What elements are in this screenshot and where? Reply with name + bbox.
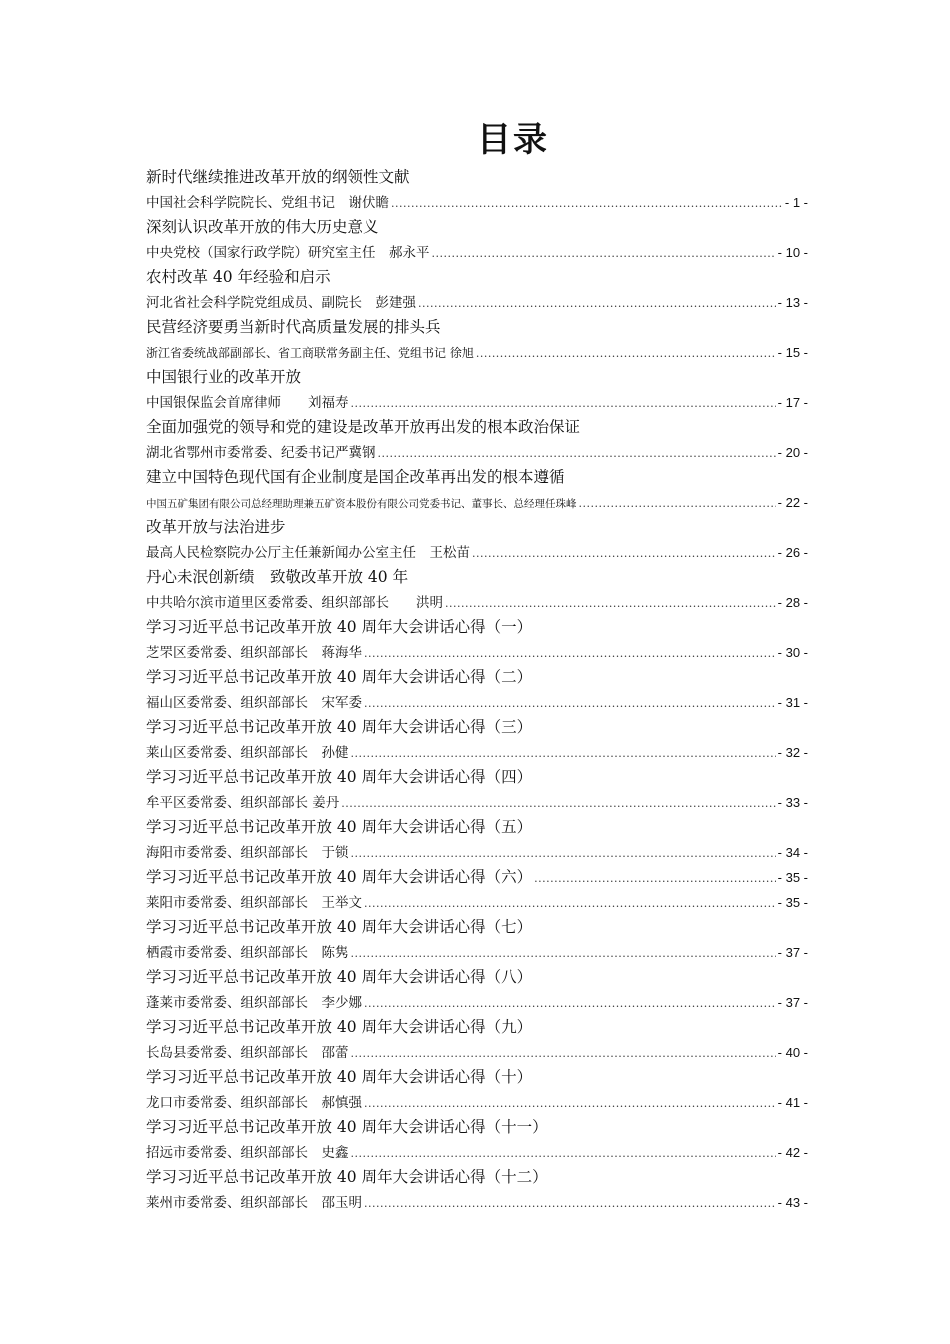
entry-author: 中国五矿集团有限公司总经理助理兼五矿资本股份有限公司党委书记、董事长、总经理任珠峰 [146,498,577,510]
toc-entry[interactable] [146,915,808,965]
toc-entry[interactable] [146,415,808,465]
entry-title[interactable]: 建立中国特色现代国有企业制度是国企改革再出发的根本遵循 [146,468,565,486]
entry-author-line[interactable] [146,1040,808,1065]
entry-author: 福山区委常委、组织部部长 宋军委 [146,695,362,711]
entry-author: 中共哈尔滨市道里区委常委、组织部部长 洪明 [146,595,443,611]
entry-title[interactable]: 学习习近平总书记改革开放 40 周年大会讲话心得（十二） [146,1168,548,1186]
page-number: - 40 - [777,1045,808,1060]
entry-author-line[interactable] [146,1190,808,1215]
entry-title[interactable]: 学习习近平总书记改革开放 40 周年大会讲话心得（七） [146,918,533,936]
entry-title[interactable]: 学习习近平总书记改革开放 40 周年大会讲话心得（十） [146,1068,533,1086]
entry-author: 芝罘区委常委、组织部部长 蒋海华 [146,645,362,661]
page-number: - 13 - [777,295,808,310]
entry-author: 招远市委常委、组织部部长 史鑫 [146,1145,349,1161]
page-number: - 22 - [777,495,808,510]
toc-entry[interactable] [146,1115,808,1165]
entry-author-line[interactable] [146,290,808,315]
entry-title[interactable]: 新时代继续推进改革开放的纲领性文献 [146,168,410,186]
page-number: - 15 - [777,345,808,360]
toc-entry[interactable] [146,965,808,1015]
page-number: - 32 - [777,745,808,760]
entry-author: 中国银保监会首席律师 刘福寿 [146,395,349,411]
page-number: - 28 - [777,595,808,610]
entry-author: 龙口市委常委、组织部部长 郝慎强 [146,1095,362,1111]
toc-list [146,165,808,1215]
toc-entry[interactable] [146,1015,808,1065]
dot-leader [351,941,776,966]
dot-leader [391,191,783,216]
entry-title[interactable]: 中国银行业的改革开放 [146,368,302,386]
entry-title[interactable]: 民营经济要勇当新时代高质量发展的排头兵 [146,318,441,336]
entry-author: 中央党校（国家行政学院）研究室主任 郝永平 [146,245,430,261]
dot-leader [364,1091,776,1116]
entry-author-line[interactable] [146,890,808,915]
entry-title[interactable]: 学习习近平总书记改革开放 40 周年大会讲话心得（四） [146,768,533,786]
page-number: - 30 - [777,645,808,660]
dot-leader [418,291,776,316]
entry-author: 最高人民检察院办公厅主任兼新闻办公室主任 王松苗 [146,545,470,561]
dot-leader [364,691,776,716]
dot-leader [351,1141,776,1166]
page-number: - 20 - [777,445,808,460]
page-title: 目录 [477,120,549,160]
page-number: - 43 - [777,1195,808,1210]
page-number: - 26 - [777,545,808,560]
page-number: - 35 - [777,895,808,910]
toc-entry[interactable] [146,315,808,365]
dot-leader [364,1191,776,1216]
entry-title[interactable]: 学习习近平总书记改革开放 40 周年大会讲话心得（八） [146,968,533,986]
entry-author-line[interactable] [146,790,808,815]
entry-author-line[interactable] [146,1140,808,1165]
page-number: - 37 - [777,995,808,1010]
entry-author-line[interactable] [146,640,808,665]
dot-leader [579,491,776,516]
page-number: - 33 - [777,795,808,810]
entry-title[interactable]: 学习习近平总书记改革开放 40 周年大会讲话心得（五） [146,818,533,836]
dot-leader [351,391,776,416]
entry-author-line[interactable] [146,840,808,865]
dot-leader [432,241,776,266]
entry-title-line[interactable] [146,865,808,890]
toc-entry[interactable] [146,1065,808,1115]
toc-entry[interactable] [146,265,808,315]
page-number: - 17 - [777,395,808,410]
toc-entry[interactable] [146,865,808,915]
entry-author-line[interactable] [146,1090,808,1115]
entry-author: 长岛县委常委、组织部部长 邵蕾 [146,1045,349,1061]
page-number: - 1 - [784,195,808,210]
entry-title: 学习习近平总书记改革开放 40 周年大会讲话心得（六） [146,868,533,886]
dot-leader [364,891,776,916]
entry-author-line[interactable] [146,440,808,465]
toc-entry[interactable] [146,615,808,665]
dot-leader [351,741,776,766]
entry-author: 莱阳市委常委、组织部部长 王举文 [146,895,362,911]
entry-author-line[interactable] [146,240,808,265]
dot-leader [534,866,776,891]
dot-leader [476,341,776,366]
entry-author-line[interactable] [146,740,808,765]
entry-title[interactable]: 学习习近平总书记改革开放 40 周年大会讲话心得（九） [146,1018,533,1036]
entry-author-line[interactable] [146,940,808,965]
toc-entry[interactable] [146,1165,808,1215]
entry-author-line[interactable] [146,540,808,565]
entry-title[interactable]: 全面加强党的领导和党的建设是改革开放再出发的根本政治保证 [146,418,581,436]
dot-leader [351,1041,776,1066]
entry-title[interactable]: 学习习近平总书记改革开放 40 周年大会讲话心得（一） [146,618,533,636]
entry-author: 河北省社会科学院党组成员、副院长 彭建强 [146,295,416,311]
entry-title[interactable]: 改革开放与法治进步 [146,518,286,536]
entry-author: 中国社会科学院院长、党组书记 谢伏瞻 [146,195,389,211]
entry-author: 海阳市委常委、组织部部长 于锁 [146,845,349,861]
entry-author-line[interactable] [146,990,808,1015]
toc-entry[interactable] [146,465,808,515]
toc-entry[interactable] [146,565,808,615]
toc-entry[interactable] [146,765,808,815]
entry-title[interactable]: 深刻认识改革开放的伟大历史意义 [146,218,379,236]
page-number: - 34 - [777,845,808,860]
page-number: - 35 - [777,870,808,885]
entry-title[interactable]: 丹心未泯创新绩 致敬改革开放 40 年 [146,568,409,586]
entry-title[interactable]: 学习习近平总书记改革开放 40 周年大会讲话心得（三） [146,718,533,736]
dot-leader [364,991,776,1016]
page-number: - 41 - [777,1095,808,1110]
entry-author-line[interactable] [146,340,808,365]
page-number: - 10 - [777,245,808,260]
entry-title[interactable]: 农村改革 40 年经验和启示 [146,268,331,286]
entry-author-line[interactable] [146,490,808,515]
dot-leader [445,591,776,616]
toc-entry[interactable] [146,215,808,265]
entry-author: 栖霞市委常委、组织部部长 陈隽 [146,945,349,961]
toc-entry[interactable] [146,715,808,765]
dot-leader [364,641,776,666]
page-number: - 31 - [777,695,808,710]
entry-title[interactable]: 学习习近平总书记改革开放 40 周年大会讲话心得（二） [146,668,533,686]
entry-author: 湖北省鄂州市委常委、纪委书记严冀钢 [146,445,376,461]
dot-leader [341,791,775,816]
dot-leader [378,441,776,466]
entry-author-line[interactable] [146,690,808,715]
entry-author: 蓬莱市委常委、组织部部长 李少娜 [146,995,362,1011]
entry-title[interactable]: 学习习近平总书记改革开放 40 周年大会讲话心得（十一） [146,1118,548,1136]
toc-entry[interactable] [146,165,808,215]
entry-author-line[interactable] [146,590,808,615]
toc-entry[interactable] [146,365,808,415]
toc-entry[interactable] [146,665,808,715]
page-number: - 42 - [777,1145,808,1160]
toc-entry[interactable] [146,815,808,865]
entry-author-line[interactable] [146,390,808,415]
dot-leader [351,841,776,866]
toc-entry[interactable] [146,515,808,565]
entry-author: 牟平区委常委、组织部部长 姜丹 [146,795,340,811]
entry-author-line[interactable] [146,190,808,215]
page-number: - 37 - [777,945,808,960]
entry-author: 莱州市委常委、组织部部长 邵玉明 [146,1195,362,1211]
entry-author: 浙江省委统战部副部长、省工商联常务副主任、党组书记 徐旭 [146,346,474,360]
dot-leader [472,541,776,566]
entry-author: 莱山区委常委、组织部部长 孙健 [146,745,349,761]
